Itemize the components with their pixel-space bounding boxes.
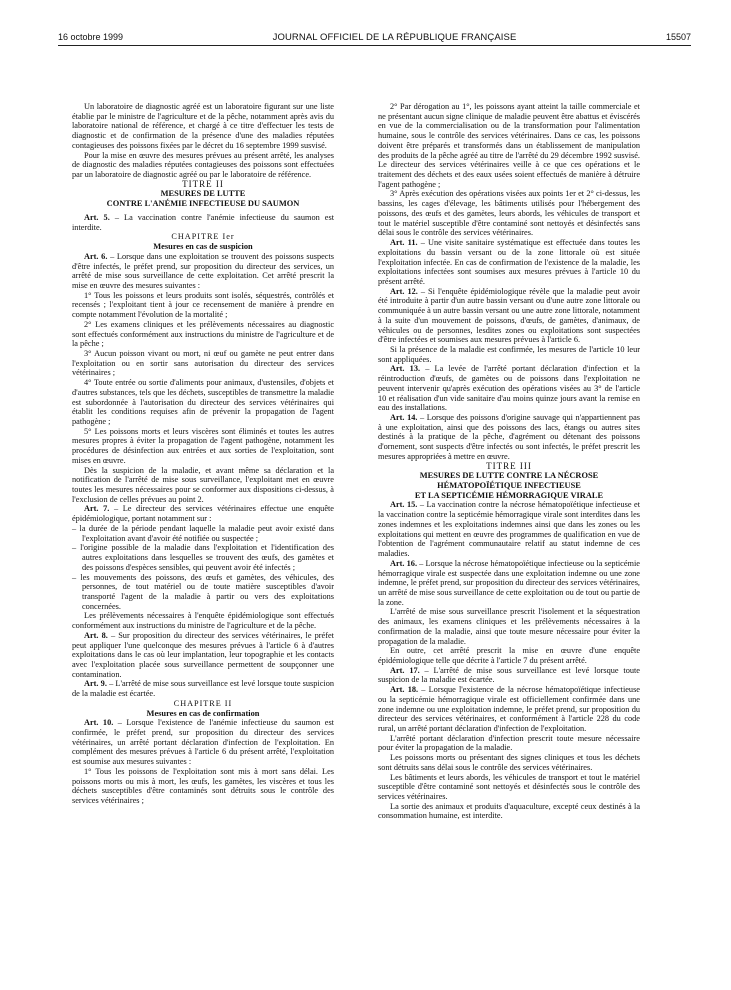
article-text: – La vaccination contre l'anémie infectieuse du saumon est interdite. xyxy=(72,212,334,232)
right-column xyxy=(378,102,640,821)
chapter-title: Mesures en cas de suspicion xyxy=(153,242,253,252)
page-number: 15507 xyxy=(665,32,691,42)
title-subheading: MESURES DE LUTTE xyxy=(160,189,246,199)
article-label: Art. 15. xyxy=(390,500,418,510)
article-text: – Lorsque des poissons d'origine sauvage qui n'appartiennent pas à une exploitation, ainsi que des poissons des lacs, étangs ou autres sites destinés à la pratique de la pêche, d'agrément ou détenant des poissons d'ornement, sont suspects d'être infectés ou sont infectés, le préfet prescrit les mesures appropriées à mettre en œuvre. xyxy=(378,413,640,461)
article xyxy=(72,252,334,291)
title-heading: TITRE II xyxy=(182,178,224,189)
article-text: – Lorsque l'existence de l'anémie infectieuse du saumon est confirmée, le préfet prend, sur proposition du directeur des services vétérinaires, un arrêté portant déclaration d'infection de l'exploitation. En complément des mesures prévues à l'article 6 du présent arrêté, l'exploitation est soumise aux mesures suivantes : xyxy=(72,718,334,767)
article xyxy=(72,631,334,680)
article xyxy=(378,559,640,608)
article xyxy=(72,718,334,767)
paragraph: L'arrêté de mise sous surveillance prescrit l'isolement et la séquestration des animaux, les examens cliniques et les prélèvements nécessaires à la confirmation de la maladie, ainsi que toute mesure nécessaire pour éviter la propagation de la maladie. xyxy=(378,607,640,646)
title-heading: TITRE III xyxy=(486,460,532,471)
article xyxy=(378,685,640,734)
article-text: – Lorsque dans une exploitation se trouvent des poissons suspects d'être infectés, le préfet prend, sur proposition du directeur des services, un arrêté de mise sous surveillance de cette exploitation. Cet arrêté prescrit la mise en œuvre des mesures suivantes : xyxy=(72,251,335,290)
paragraph: L'arrêté portant déclaration d'infection prescrit toute mesure nécessaire pour éviter la propagation de la maladie. xyxy=(378,733,640,753)
article xyxy=(378,238,640,287)
title-subheading: MESURES DE LUTTE CONTRE LA NÉCROSE xyxy=(419,471,599,481)
paragraph: Pour la mise en œuvre des mesures prévues au présent arrêté, les analyses de diagnostic des maladies réputées contagieuses des poissons sont effectuées par un laboratoire de diagnostic agréé ou par le laboratoire de référence. xyxy=(72,150,334,180)
header-date: 16 octobre 1999 xyxy=(58,32,124,42)
article-label: Art. 9. xyxy=(84,679,107,689)
article-label: Art. 16. xyxy=(390,558,418,568)
article xyxy=(378,413,640,462)
article-label: Art. 10. xyxy=(84,718,114,728)
article-label: Art. 5. xyxy=(84,212,110,222)
title-subheading: ET LA SEPTICÉMIE HÉMORRAGIQUE VIRALE xyxy=(414,490,604,500)
article-label: Art. 6. xyxy=(84,251,108,261)
paragraph: Les bâtiments et leurs abords, les véhicules de transport et tout le matériel susceptible d'être contaminé sont nettoyés et désinfectés sous le contrôle des services vétérinaires. xyxy=(378,772,640,802)
page-header xyxy=(58,30,691,44)
paragraph: La sortie des animaux et produits d'aquaculture, excepté ceux destinés à la consommation humaine, est interdite. xyxy=(378,801,640,821)
article xyxy=(378,364,640,413)
paragraph: 2° Par dérogation au 1°, les poissons ayant atteint la taille commerciale et ne présentant aucun signe clinique de maladie peuvent être abattus et éviscérés en vue de la commercialisation ou de la transformation pour l'alimentation humaine, sous le contrôle des services vétérinaires. Dans ce cas, les poissons doivent être préparés et transformés dans un établissement de manipulation des produits de la pêche agréé au titre de l'arrêté du 29 décembre 1992 susvisé. Le directeur des services vétérinaires veille à ce que ces opérations et le traitement des déchets et des eaux usées soient effectués de manière à détruire l'agent pathogène ; xyxy=(378,102,640,189)
article-text: – La vaccination contre la nécrose hématopoïétique infectieuse et la vaccination contre la septicémie hémorragique virale sont interdites dans les zones indemnes et les exploitations indemnes ainsi que dans les zones ou les exploitations qui mettent en œuvre des programmes de qualification en vue de l'obtention de l'agrément communautaire relatif au statut indemne de ces maladies. xyxy=(378,500,640,559)
paragraph: 2° Les examens cliniques et les prélèvements nécessaires au diagnostic sont effectués conformément aux instructions du ministre de l'agriculture et de la pêche ; xyxy=(72,319,334,349)
article-label: Art. 11. xyxy=(390,238,418,248)
article xyxy=(72,679,334,698)
paragraph: 3° Après exécution des opérations visées aux points 1er et 2° ci-dessus, les bassins, les cages d'élevage, les bâtiments utilisés pour l'hébergement des poissons, des œufs et des gamètes, leurs abords, les véhicules de transport et tout le matériel susceptible d'être contaminé sont nettoyés et désinfectés sans délai sous le contrôle des services vétérinaires. xyxy=(378,189,640,238)
header-rule xyxy=(58,45,691,46)
list-item: – la durée de la période pendant laquelle la maladie peut avoir existé dans l'exploitation avant d'avoir été notifiée ou suspectée ; xyxy=(72,523,334,543)
article-text: – Le directeur des services vétérinaires effectue une enquête épidémiologique, portant notamment sur : xyxy=(72,504,334,524)
paragraph: 5° Les poissons morts et leurs viscères sont éliminés et toutes les autres mesures propres à éviter la propagation de l'agent pathogène, notamment les procédures de désinfection aux entrées et aux sorties de l'exploitation, sont mises en œuvre. xyxy=(72,426,334,465)
paragraph: 1° Tous les poissons de l'exploitation sont mis à mort sans délai. Les poissons morts ou mis à mort, les œufs, les gamètes, les viscères et tous les déchets susceptibles d'être contaminés sont détruits sous le contrôle des services vétérinaires ; xyxy=(72,766,334,806)
article xyxy=(72,213,334,232)
chapter-heading: CHAPITRE II xyxy=(173,698,233,708)
paragraph: 3° Aucun poisson vivant ou mort, ni œuf ou gamète ne peut entrer dans l'exploitation ou en sortir sans autorisation du directeur des services vétérinaires ; xyxy=(72,348,334,378)
paragraph: Les prélèvements nécessaires à l'enquête épidémiologique sont effectués conformément aux instructions du ministre de l'agriculture et de la pêche. xyxy=(72,611,334,631)
article-text: – La levée de l'arrêté portant déclaration d'infection et la réintroduction d'œufs, de gamètes ou de poissons dans l'exploitation ne peuvent intervenir qu'après exécution des opérations visées au 3° de l'article 10 et réalisation d'un vide sanitaire d'au moins quinze jours avant la remise en eau des installations. xyxy=(378,364,640,413)
article-label: Art. 12. xyxy=(390,286,418,296)
article-text: – Si l'enquête épidémiologique révèle que la maladie peut avoir été introduite à partir d'un autre bassin versant ou d'une autre zone littorale ou communiquée à un autre bassin versant ou une autre zone littorale, notamment à la suite d'un mouvement de poissons, d'œufs, de gamètes, d'animaux, de véhicules ou de personnes, lesdites zones ou exploitations sont suspectées d'être infectées et soumises aux mesures prévues à l'article 6. xyxy=(378,286,640,345)
article-text: – Une visite sanitaire systématique est effectuée dans toutes les exploitations du bassin versant ou de la zone littorale où est située l'exploitation infectée. En cas de confirmation de l'existence de la maladie, les exploitations infectées sont soumises aux mesures prévues à l'article 10 du présent arrêté. xyxy=(378,238,640,286)
article-label: Art. 7. xyxy=(84,504,110,514)
paragraph: 4° Toute entrée ou sortie d'aliments pour animaux, d'ustensiles, d'objets et d'autres substances, tels que les déchets, susceptibles de transmettre la maladie est subordonnée à l'autorisation du directeur des services vétérinaires qui établit les conditions requises afin de prévenir la propagation de l'agent pathogène ; xyxy=(72,378,334,426)
article xyxy=(378,500,640,558)
paragraph: 1° Tous les poissons et leurs produits sont isolés, séquestrés, contrôlés et recensés ; l'exploitant tient à jour ce recensement de manière à prendre en compte notamment l'évolution de la mortalité ; xyxy=(72,290,334,320)
article-label: Art. 14. xyxy=(390,413,418,422)
paragraph: En outre, cet arrêté prescrit la mise en œuvre d'une enquête épidémiologique telle que décrite à l'article 7 du présent arrêté. xyxy=(378,646,640,665)
title-subheading: HÉMATOPOÏÉTIQUE INFECTIEUSE xyxy=(437,481,581,491)
article-label: Art. 13. xyxy=(390,364,421,374)
paragraph: Si la présence de la maladie est confirmée, les mesures de l'article 10 leur sont appliquées. xyxy=(378,344,640,364)
list-item: – les mouvements des poissons, des œufs et gamètes, des véhicules, des personnes, de tout matériel ou de toute matière susceptibles d'avoir transporté l'agent de la maladie à partir ou vers des exploitations concernées. xyxy=(72,572,334,611)
paragraph: Dès la suspicion de la maladie, et avant même sa déclaration et la notification de l'arrêté de mise sous surveillance, l'exploitant met en œuvre toutes les mesures nécessaires pour se conformer aux dispositions ci-dessus, à l'exclusion de celles prévues au point 2. xyxy=(72,465,334,504)
left-column xyxy=(72,102,334,806)
paragraph: Un laboratoire de diagnostic agréé est un laboratoire figurant sur une liste établie par le ministre de l'agriculture et de la pêche, notamment après avis du laboratoire national de référence, et chargé à ce titre d'effectuer les tests de diagnostic et de confirmation de la présence d'une des maladies réputées contagieuses des poissons fixées par le décret du 16 septembre 1999 susvisé. xyxy=(72,102,334,150)
article-label: Art. 17. xyxy=(390,665,420,675)
article-label: Art. 8. xyxy=(84,630,108,640)
chapter-title: Mesures en cas de confirmation xyxy=(146,708,260,718)
article-text: – Lorsque l'existence de la nécrose hématopoïétique infectieuse ou la septicémie hémorragique virale est officiellement confirmée dans une zone indemne ou une exploitation indemne, le préfet prend, sur proposition du directeur des services vétérinaires, et conformément à l'article 228 du code rural, un arrêté portant déclaration d'infection de l'exploitation. xyxy=(378,685,640,733)
article xyxy=(378,666,640,685)
article xyxy=(378,287,640,345)
chapter-heading: CHAPITRE Ier xyxy=(171,232,235,242)
article-text: – Lorsque la nécrose hématopoïétique infectieuse ou la septicémie hémorragique virale est suspectée dans une exploitation indemne ou une zone indemne, le préfet prend, sur proposition du directeur des services vétérinaires, un arrêté de mise sous surveillance de cette exploitation ou de tout ou partie de la zone. xyxy=(378,558,640,607)
title-subheading: CONTRE L'ANÉMIE INFECTIEUSE DU SAUMON xyxy=(106,199,300,209)
article-label: Art. 18. xyxy=(390,685,419,695)
article-text: – L'arrêté de mise sous surveillance est levé lorsque toute suspicion de la maladie est écartée. xyxy=(378,665,640,685)
journal-title: JOURNAL OFFICIEL DE LA RÉPUBLIQUE FRANÇAISE xyxy=(272,31,517,43)
article xyxy=(72,504,334,523)
article-text: – L'arrêté de mise sous surveillance est levé lorsque toute suspicion de la maladie est écartée. xyxy=(72,679,335,699)
list-item: – l'origine possible de la maladie dans l'exploitation et l'identification des autres exploitations dans lesquelles se trouvent des œufs, des gamètes et des poissons d'espèces sensibles, qui peuvent avoir été infectés ; xyxy=(72,543,334,572)
paragraph: Les poissons morts ou présentant des signes cliniques et tous les déchets sont détruits sans délai sous le contrôle des services vétérinaires. xyxy=(378,753,640,772)
article-text: – Sur proposition du directeur des services vétérinaires, le préfet peut appliquer l'une quelconque des mesures prévues à l'article 6 à d'autres exploitations dans le cas où leur implantation, leur topographie et les contacts avec l'exploitation placée sous surveillance permettent de soupçonner une contamination. xyxy=(72,630,334,679)
